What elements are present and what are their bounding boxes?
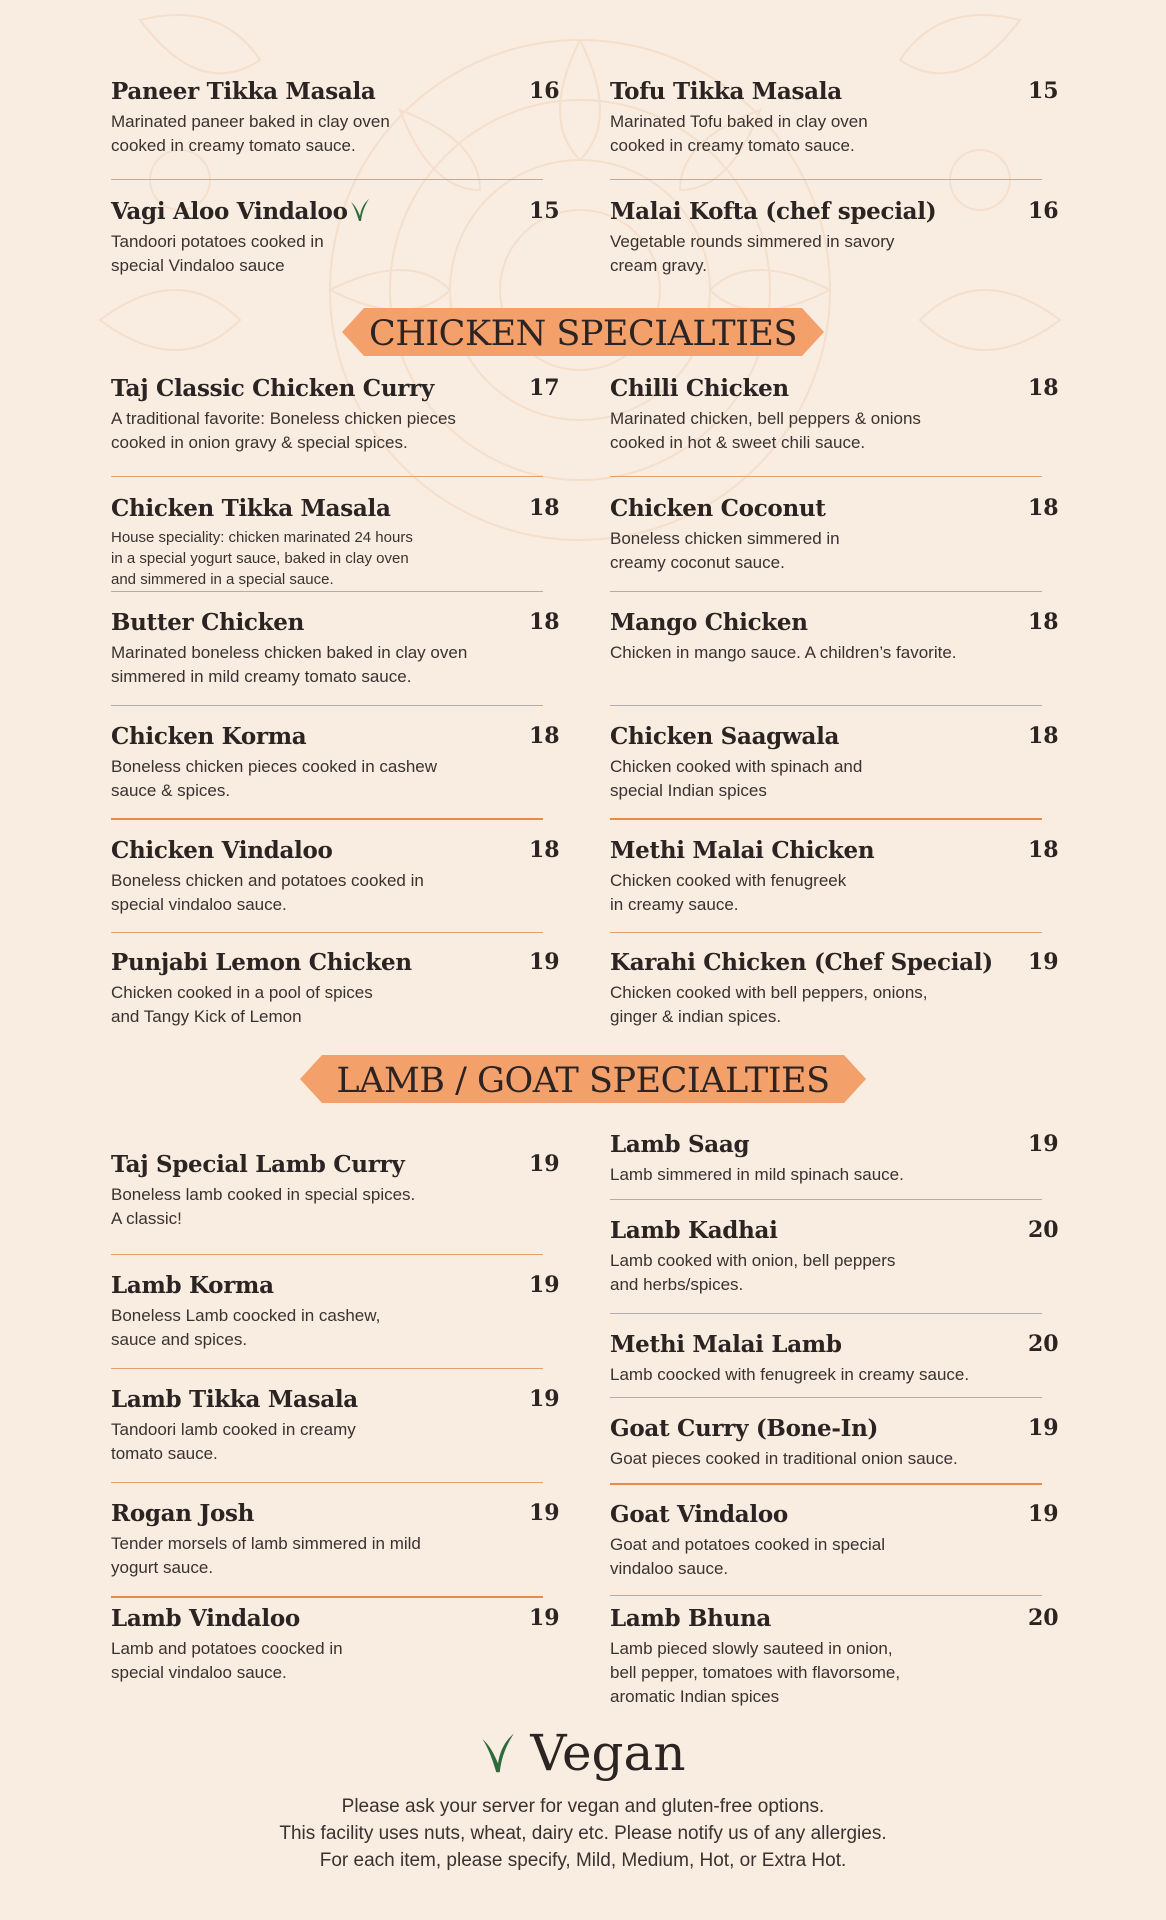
section-title: LAMB / GOAT SPECIALTIES: [336, 1061, 830, 1101]
item-price: 18: [1028, 495, 1059, 521]
item-price: 15: [1028, 78, 1059, 104]
item-price: 19: [1028, 949, 1059, 975]
divider: [111, 476, 543, 477]
divider: [610, 476, 1042, 477]
item-name: Punjabi Lemon Chicken: [111, 949, 412, 976]
menu-item-methi-malai-lamb: [610, 1331, 1060, 1391]
menu-item-chicken-tikka-masala: [111, 495, 561, 588]
menu-item-paneer-tikka-masala: [111, 78, 561, 158]
item-description: Boneless lamb cooked in special spices. A classic!: [111, 1185, 416, 1228]
item-description: Vegetable rounds simmered in savory cream gravy.: [610, 232, 895, 275]
item-description: Tender morsels of lamb simmered in mild yogurt sauce.: [111, 1534, 421, 1577]
item-price: 19: [529, 1272, 560, 1298]
menu-item-mango-chicken: [610, 609, 1060, 689]
divider: [111, 705, 543, 706]
item-name: Malai Kofta (chef special): [610, 198, 937, 225]
item-price: 18: [529, 609, 560, 635]
item-description: Boneless Lamb coocked in cashew, sauce and spices.: [111, 1306, 381, 1349]
menu-item-goat-vindaloo: [610, 1501, 1060, 1581]
item-price: 18: [1028, 723, 1059, 749]
item-description: Boneless chicken pieces cooked in cashew sauce & spices.: [111, 757, 438, 800]
divider: [610, 932, 1042, 933]
item-name: Chilli Chicken: [610, 375, 789, 402]
item-price: 18: [1028, 375, 1059, 401]
item-description: Chicken cooked with bell peppers, onions, ginger & indian spices.: [610, 983, 928, 1026]
menu-item-chicken-saagwala: [610, 723, 1060, 803]
item-name: Chicken Coconut: [610, 495, 826, 522]
menu-item-malai-kofta: [610, 198, 1060, 278]
lamb-goat-specialties-banner: [300, 1055, 866, 1103]
item-name: Rogan Josh: [111, 1500, 255, 1527]
item-price: 18: [1028, 837, 1059, 863]
item-price: 15: [529, 198, 560, 224]
divider: [111, 818, 543, 820]
item-price: 19: [529, 1605, 560, 1631]
item-description: A traditional favorite: Boneless chicken pieces cooked in onion gravy & special spices.: [111, 409, 456, 452]
item-description: Chicken cooked in a pool of spices and Tangy Kick of Lemon: [111, 983, 373, 1026]
item-name: Taj Classic Chicken Curry: [111, 375, 434, 402]
item-description: Lamb and potatoes coocked in special vindaloo sauce.: [111, 1639, 343, 1682]
item-name: Mango Chicken: [610, 609, 808, 636]
item-price: 16: [1028, 198, 1059, 224]
item-price: 19: [1028, 1415, 1059, 1441]
item-price: 19: [1028, 1501, 1059, 1527]
menu-item-chicken-korma: [111, 723, 561, 803]
item-description: Marinated Tofu baked in clay oven cooked in creamy tomato sauce.: [610, 112, 868, 155]
item-price: 20: [1028, 1605, 1059, 1631]
item-price: 18: [529, 495, 560, 521]
item-price: 17: [529, 375, 560, 401]
divider: [111, 591, 543, 592]
item-price: 19: [529, 949, 560, 975]
item-description: Lamb cooked with onion, bell peppers and herbs/spices.: [610, 1251, 896, 1294]
item-price: 20: [1028, 1331, 1059, 1357]
divider: [610, 705, 1042, 706]
item-description: Boneless chicken and potatoes cooked in special vindaloo sauce.: [111, 871, 424, 914]
divider: [610, 591, 1042, 592]
item-description: Tandoori potatoes cooked in special Vindaloo sauce: [111, 232, 324, 275]
item-description: Lamb pieced slowly sauteed in onion, bell pepper, tomatoes with flavorsome, aromatic Indian spices: [610, 1639, 901, 1706]
menu-item-butter-chicken: [111, 609, 561, 689]
menu-item-chilli-chicken: [610, 375, 1060, 455]
item-price: 19: [529, 1151, 560, 1177]
menu-item-lamb-korma: [111, 1272, 561, 1352]
item-price: 19: [529, 1386, 560, 1412]
item-name: Lamb Tikka Masala: [111, 1386, 358, 1413]
menu-item-lamb-vindaloo: [111, 1605, 561, 1685]
divider: [610, 1483, 1042, 1485]
item-name: Karahi Chicken (Chef Special): [610, 949, 993, 976]
divider: [111, 1368, 543, 1369]
item-description: Lamb coocked with fenugreek in creamy sauce.: [610, 1365, 970, 1384]
menu-item-chicken-vindaloo: [111, 837, 561, 917]
divider: [610, 1313, 1042, 1314]
item-name: Methi Malai Lamb: [610, 1331, 842, 1358]
divider: [111, 1254, 543, 1255]
divider: [610, 1199, 1042, 1200]
divider: [111, 179, 543, 180]
vegan-leaf-icon: [350, 198, 370, 222]
vegan-leaf-icon: [480, 1732, 516, 1774]
item-description: Marinated boneless chicken baked in clay oven simmered in mild creamy tomato sauce.: [111, 643, 468, 686]
section-title: CHICKEN SPECIALTIES: [369, 314, 797, 354]
item-description: Goat pieces cooked in traditional onion sauce.: [610, 1449, 958, 1468]
item-price: 18: [529, 723, 560, 749]
item-description: Boneless chicken simmered in creamy coconut sauce.: [610, 529, 840, 572]
item-description: Marinated chicken, bell peppers & onions cooked in hot & sweet chili sauce.: [610, 409, 921, 452]
item-price: 18: [1028, 609, 1059, 635]
divider: [111, 932, 543, 933]
item-name: Paneer Tikka Masala: [111, 78, 376, 105]
item-price: 19: [1028, 1131, 1059, 1157]
menu-item-karahi-chicken: [610, 949, 1060, 1029]
menu-item-punjabi-lemon-chicken: [111, 949, 561, 1029]
item-description: House speciality: chicken marinated 24 hours in a special yogurt sauce, baked in clay oven and simmered in a special sauce.: [111, 529, 413, 588]
item-name: Goat Vindaloo: [610, 1501, 788, 1528]
footer-notes: [0, 1793, 1166, 1874]
item-price: 16: [529, 78, 560, 104]
item-description: Goat and potatoes cooked in special vindaloo sauce.: [610, 1535, 886, 1578]
item-name: Tofu Tikka Masala: [610, 78, 842, 105]
menu-item-methi-malai-chicken: [610, 837, 1060, 917]
vegan-label: Vegan: [530, 1724, 686, 1782]
menu-item-rogan-josh: [111, 1500, 561, 1580]
divider: [111, 1596, 543, 1598]
item-name: Lamb Vindaloo: [111, 1605, 300, 1632]
item-name: Butter Chicken: [111, 609, 305, 636]
chicken-specialties-banner: [342, 308, 824, 356]
item-name: Chicken Korma: [111, 723, 307, 750]
divider: [111, 1482, 543, 1483]
footer-note: Please ask your server for vegan and gluten-free options.: [341, 1796, 825, 1817]
item-name: Lamb Kadhai: [610, 1217, 778, 1244]
footer-note: This facility uses nuts, wheat, dairy etc. Please notify us of any allergies.: [279, 1823, 887, 1844]
divider: [610, 818, 1042, 820]
menu-item-lamb-tikka-masala: [111, 1386, 561, 1466]
footer-note: For each item, please specify, Mild, Medium, Hot, or Extra Hot.: [319, 1850, 847, 1871]
item-description: Lamb simmered in mild spinach sauce.: [610, 1165, 904, 1184]
item-price: 19: [529, 1500, 560, 1526]
menu-item-taj-classic-chicken-curry: [111, 375, 561, 455]
item-name: Taj Special Lamb Curry: [111, 1151, 405, 1178]
item-description: Chicken cooked with fenugreek in creamy sauce.: [610, 871, 847, 914]
menu-item-tofu-tikka-masala: [610, 78, 1060, 158]
divider: [610, 1397, 1042, 1398]
item-name: Goat Curry (Bone-In): [610, 1415, 879, 1442]
vegan-legend: [0, 1724, 1166, 1782]
item-name: Vagi Aloo Vindaloo: [111, 198, 370, 225]
item-name: Chicken Vindaloo: [111, 837, 333, 864]
menu-item-taj-special-lamb-curry: [111, 1151, 561, 1231]
item-description: Tandoori lamb cooked in creamy tomato sauce.: [111, 1420, 356, 1463]
item-name: Lamb Bhuna: [610, 1605, 772, 1632]
item-name: Methi Malai Chicken: [610, 837, 875, 864]
item-description: Chicken cooked with spinach and special Indian spices: [610, 757, 863, 800]
divider: [610, 1595, 1042, 1596]
divider: [610, 179, 1042, 180]
item-description: Marinated paneer baked in clay oven cooked in creamy tomato sauce.: [111, 112, 390, 155]
item-name: Lamb Saag: [610, 1131, 750, 1158]
menu-item-chicken-coconut: [610, 495, 1060, 575]
item-price: 18: [529, 837, 560, 863]
menu-item-goat-curry: [610, 1415, 1060, 1475]
item-name: Lamb Korma: [111, 1272, 274, 1299]
item-description: Chicken in mango sauce. A children’s favorite.: [610, 643, 957, 662]
menu-item-lamb-kadhai: [610, 1217, 1060, 1297]
menu-item-vagi-aloo-vindaloo: [111, 198, 561, 278]
item-name: Chicken Saagwala: [610, 723, 840, 750]
item-price: 20: [1028, 1217, 1059, 1243]
menu-item-lamb-saag: [610, 1131, 1060, 1191]
item-name: Chicken Tikka Masala: [111, 495, 391, 522]
menu-item-lamb-bhuna: [610, 1605, 1060, 1705]
